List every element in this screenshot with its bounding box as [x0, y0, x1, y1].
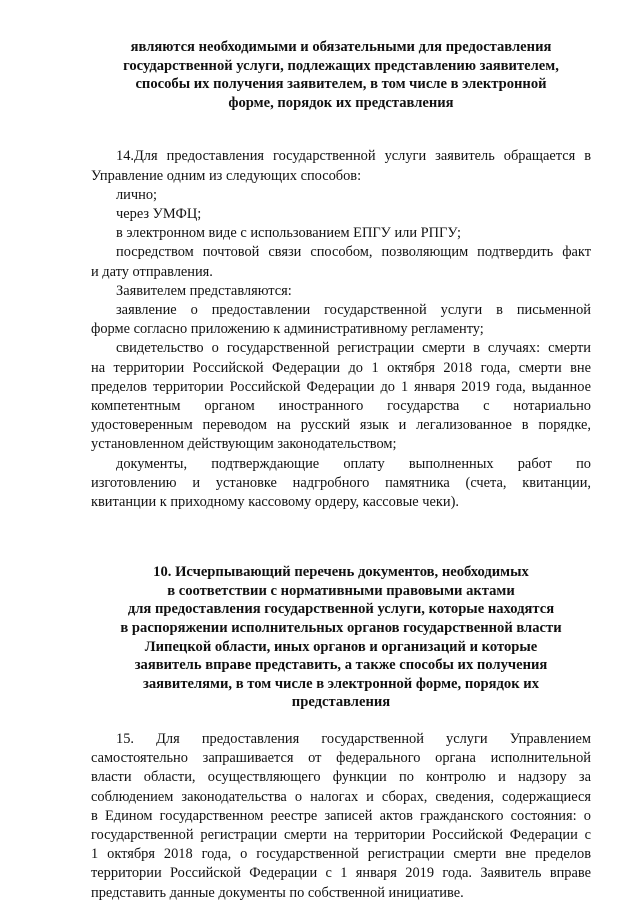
section-heading-documents-required — [91, 38, 591, 112]
text-line — [91, 320, 591, 339]
text-line-content: 15. Для предоставления государственной услуги Управлением — [116, 730, 591, 747]
heading-line: государственной услуги, подлежащих представлению заявителем, — [123, 57, 559, 74]
section-heading-10 — [91, 563, 591, 712]
text-line — [91, 493, 591, 512]
text-line-content: свидетельство о государственной регистрации смерти в случаях: смерти — [116, 340, 591, 357]
text-line-content: 14.Для предоставления государственной услуги заявитель обращается в — [116, 148, 591, 165]
text-line — [91, 167, 591, 186]
text-line-content: квитанции к приходному кассовому ордеру, кассовые чеки). — [91, 494, 459, 511]
text-line-content: власти области, осуществляющего функции по контролю и надзору за — [91, 769, 591, 786]
text-line-content: удостоверенным переводом на русский язык и легализованное в порядке, — [91, 417, 591, 434]
heading-line: для предоставления государственной услуги, которые находятся — [127, 601, 555, 618]
text-line — [91, 730, 591, 749]
heading-line: в распоряжении исполнительных органов государственной власти — [120, 620, 562, 637]
text-line — [91, 788, 591, 807]
heading-line: Липецкой области, иных органов и организаций и которые — [144, 638, 538, 655]
text-line — [91, 826, 591, 845]
text-line-content: в Едином государственном реестре записей актов гражданского состояния: о — [91, 807, 591, 824]
heading-line: представления — [291, 694, 391, 711]
text-line-content: Управление одним из следующих способов: — [91, 167, 362, 184]
text-line-content: Заявителем представляются: — [116, 282, 292, 299]
text-line-content: представить данные документы по собственной инициативе. — [91, 884, 464, 901]
text-line — [91, 845, 591, 864]
text-line — [91, 864, 591, 883]
text-line — [91, 455, 591, 474]
text-line-content: государственной регистрации смерти на территории Российской Федерации с — [91, 827, 591, 843]
paragraph-14 — [91, 147, 591, 512]
text-line-content: на территории Российской Федерации до 1 октября 2018 года, смерти вне — [91, 359, 591, 376]
text-line-content: 1 октября 2018 года, о государственной регистрации смерти вне пределов — [91, 846, 591, 863]
text-line-content: пределов территории Российской Федерации до 1 января 2019 года, выданное — [91, 378, 591, 395]
text-line — [91, 474, 591, 493]
text-line — [91, 282, 591, 301]
text-line-content: через УМФЦ; — [116, 205, 202, 222]
text-line-content: заявление о предоставлении государственной услуги в письменной — [116, 302, 591, 318]
text-line-content: соблюдением законодательства о налогах и сборах, сведения, содержащиеся — [91, 788, 591, 805]
text-line — [91, 147, 591, 166]
text-line-content: лично; — [116, 186, 158, 203]
text-line — [91, 186, 591, 205]
text-line — [91, 807, 591, 826]
text-line-content: компетентным органом иностранного государства с нотариально — [91, 398, 591, 415]
text-line — [91, 263, 591, 282]
text-line — [91, 768, 591, 787]
text-line — [91, 416, 591, 435]
heading-line: 10. Исчерпывающий перечень документов, необходимых — [153, 564, 529, 581]
text-line-content: самостоятельно запрашивается от федерального органа исполнительной — [91, 750, 591, 767]
heading-line: в соответствии с нормативными правовыми актами — [167, 582, 515, 599]
text-line-content: документы, подтверждающие оплату выполненных работ по — [116, 455, 591, 472]
text-line — [91, 301, 591, 320]
text-line-content: и дату отправления. — [91, 263, 213, 280]
text-line — [91, 243, 591, 262]
text-line — [91, 339, 591, 358]
text-line — [91, 205, 591, 224]
heading-line: форме, порядок их представления — [228, 94, 454, 111]
text-line — [91, 359, 591, 378]
text-line-content: территории Российской Федерации с 1 января 2019 года. Заявитель вправе — [91, 865, 591, 882]
heading-line: заявитель вправе представить, а также способы их получения — [134, 657, 548, 674]
heading-line: способы их получения заявителем, в том числе в электронной — [135, 76, 547, 93]
text-line-content: в электронном виде с использованием ЕПГУ или РПГУ; — [116, 225, 461, 242]
text-line-content: изготовлению и установке надгробного памятника (счета, квитанции, — [91, 474, 591, 491]
text-line — [91, 884, 591, 903]
text-line — [91, 224, 591, 243]
text-line-content: установленном действующим законодательством; — [91, 436, 397, 453]
text-line — [91, 397, 591, 416]
paragraph-15 — [91, 730, 591, 903]
text-line-content: форме согласно приложению к административному регламенту; — [91, 321, 484, 338]
heading-line: являются необходимыми и обязательными для предоставления — [130, 39, 552, 55]
text-line — [91, 435, 591, 454]
text-line-content: посредством почтовой связи способом, позволяющим подтвердить факт — [116, 244, 591, 261]
heading-line: заявителями, в том числе в электронной форме, порядок их — [142, 675, 539, 692]
text-line — [91, 378, 591, 397]
text-line — [91, 749, 591, 768]
